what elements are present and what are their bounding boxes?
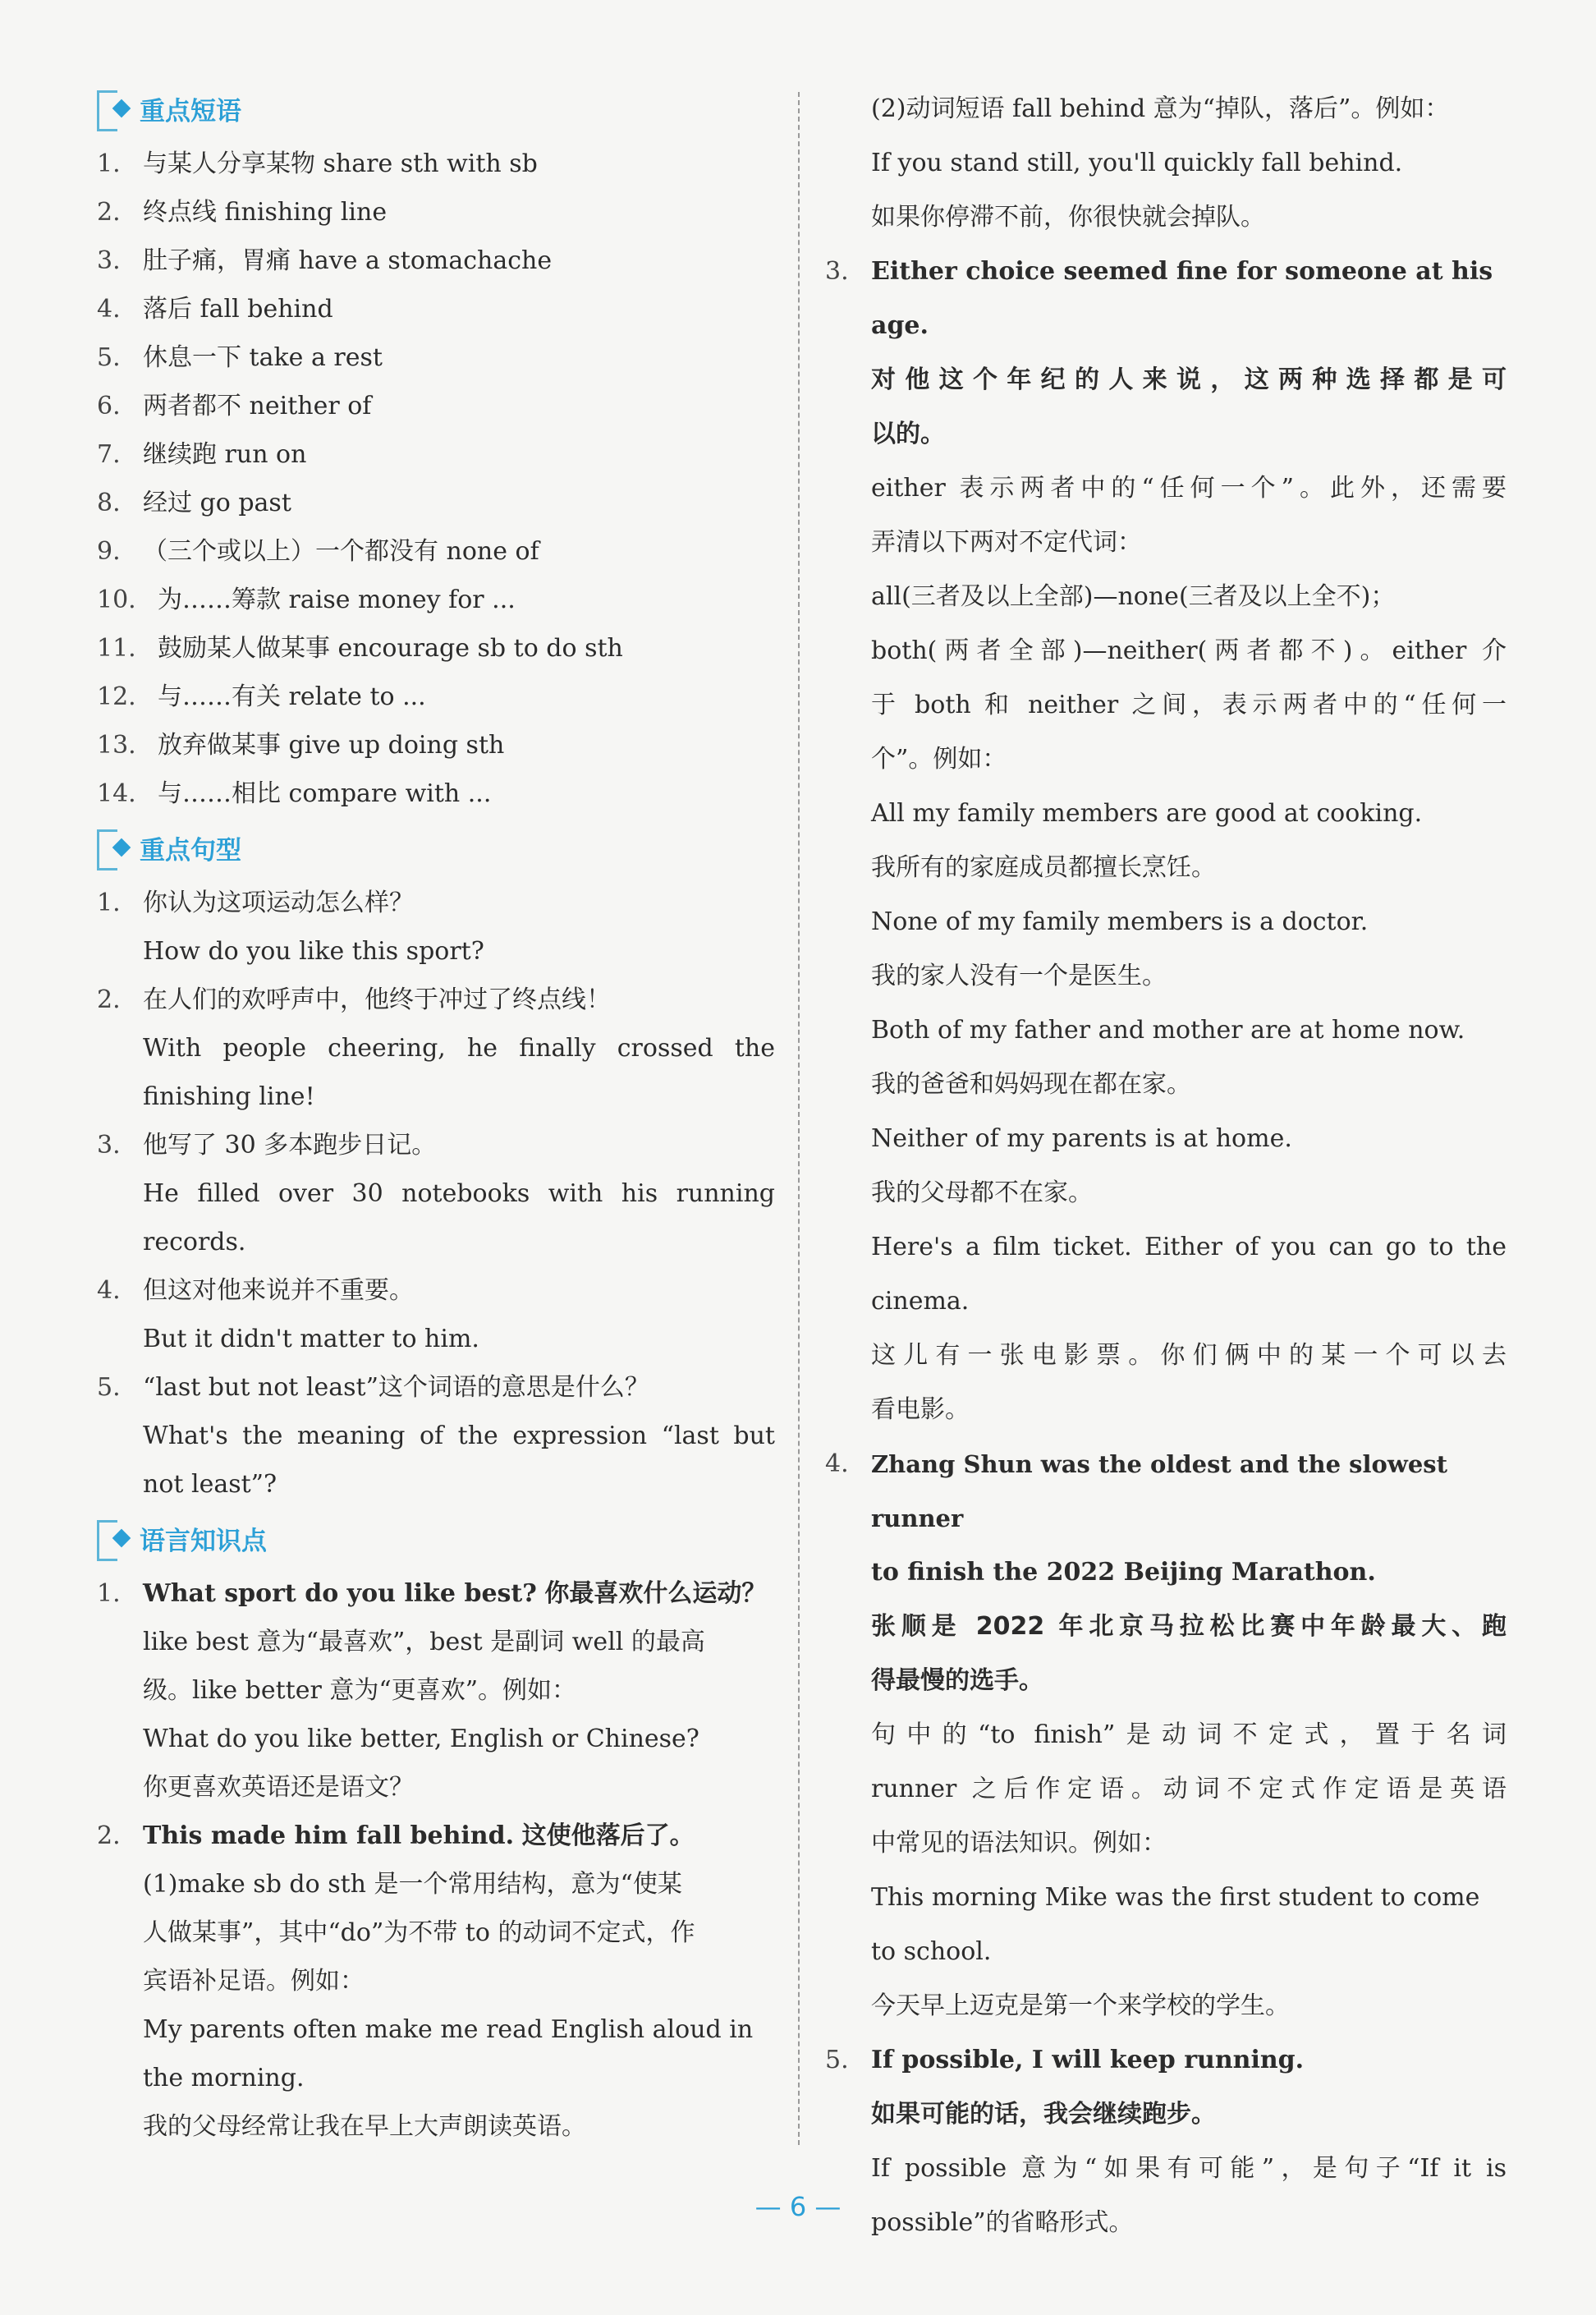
explanation-line: all(三者及以上全部)—none(三者及以上全不)； (871, 582, 1396, 611)
list-item (97, 673, 775, 721)
example-line: If you stand still, you'll quickly fall behind. (871, 149, 1403, 177)
list-item (97, 188, 775, 237)
list-item (97, 237, 775, 285)
list-item (97, 1363, 775, 1412)
explanation-line: If possible 意为“如果有可能”，是句子“If it is (871, 2154, 1507, 2183)
section-header-sentences (97, 824, 775, 870)
example-line: Neither of my parents is at home. (871, 1124, 1292, 1153)
list-item (97, 479, 775, 527)
item-number: 1. (97, 149, 121, 178)
heading-zh: 你最喜欢什么运动？ (544, 1579, 767, 1608)
item-text: 鼓励某人做某事 encourage sb to do sth (158, 634, 623, 663)
item-number: 3. (825, 257, 849, 286)
heading-en: Either choice seemed fine for someone at his age. (871, 257, 1493, 340)
list-item (97, 976, 775, 1024)
example-line: 这儿有一张电影票。你们俩中的某一个可以去 (871, 1341, 1507, 1370)
example-line: 看电影。 (871, 1395, 970, 1424)
example-line: What do you like better, English or Chinese? (143, 1725, 699, 1753)
section-header-knowledge (97, 1515, 775, 1561)
item-text: （三个或以上）一个都没有 none of (143, 537, 539, 566)
sentence-en: But it didn't matter to him. (143, 1325, 479, 1353)
knowledge-heading (825, 1437, 1507, 1546)
list-item (97, 140, 775, 188)
example-line: the morning. (143, 2064, 305, 2092)
heading-en: Zhang Shun was the oldest and the slowest runner (871, 1450, 1448, 1532)
item-text: 终点线 finishing line (143, 198, 388, 227)
left-column (97, 79, 775, 2151)
section-title: 重点句型 (140, 835, 241, 866)
heading-en: If possible, I will keep running. (871, 2046, 1305, 2074)
list-item (97, 285, 775, 333)
list-item (97, 721, 775, 769)
item-number: 11. (97, 634, 136, 663)
column-divider (798, 92, 800, 2145)
heading-en: This made him fall behind. (143, 1821, 515, 1850)
item-number: 2. (97, 198, 121, 227)
sentence-zh: 但这对他来说并不重要。 (143, 1276, 414, 1305)
list-item (97, 333, 775, 382)
example-line: Both of my father and mother are at home now. (871, 1016, 1465, 1045)
example-line: None of my family members is a doctor. (871, 907, 1369, 936)
example-line: This morning Mike was the first student to come (871, 1883, 1480, 1912)
explanation-line: 中常见的语法知识。例如： (871, 1829, 1167, 1858)
knowledge-heading (825, 2033, 1507, 2088)
item-number: 3. (97, 246, 121, 275)
explanation-line: runner 之后作定语。动词不定式作定语是英语 (871, 1775, 1507, 1803)
item-text: 为……筹款 raise money for ... (158, 586, 516, 614)
heading-zh: 张顺是 2022 年北京马拉松比赛中年龄最大、跑 (871, 1612, 1507, 1641)
list-item (97, 382, 775, 430)
explanation-line: (1)make sb do sth 是一个常用结构，意为“使某 (143, 1870, 682, 1899)
list-item (97, 1121, 775, 1169)
explanation-line: 句中的“to finish”是动词不定式，置于名词 (871, 1720, 1507, 1749)
item-number: 1. (97, 1579, 121, 1608)
sentence-zh: 他写了 30 多本跑步日记。 (143, 1131, 437, 1160)
item-number: 5. (97, 1373, 121, 1402)
heading-en: to finish the 2022 Beijing Marathon. (871, 1558, 1376, 1587)
item-number: 2. (97, 1821, 121, 1850)
sentence-en: not least”? (143, 1470, 277, 1499)
heading-en: What sport do you like best? (143, 1579, 537, 1608)
explanation-line: either 表示两者中的“任何一个”。此外，还需要 (871, 474, 1507, 503)
item-number: 4. (97, 295, 121, 324)
example-line: 我的家人没有一个是医生。 (871, 962, 1167, 990)
example-line: 我所有的家庭成员都擅长烹饪。 (871, 853, 1216, 882)
explanation-line: 弄清以下两对不定代词： (871, 528, 1142, 557)
heading-zh: 以的。 (871, 420, 945, 448)
sentence-en: What's the meaning of the expression “last but (143, 1422, 775, 1450)
example-line: 你更喜欢英语还是语文？ (143, 1773, 414, 1802)
list-item (97, 527, 775, 576)
item-number: 4. (825, 1449, 849, 1478)
section-header-phrases (97, 85, 775, 131)
sentence-en: With people cheering, he finally crossed the (143, 1034, 775, 1063)
item-text: 与……有关 relate to ... (158, 682, 426, 711)
sentence-en: He filled over 30 notebooks with his running (143, 1179, 775, 1208)
example-line: 我的父母经常让我在早上大声朗读英语。 (143, 2112, 586, 2141)
item-number: 12. (97, 682, 136, 711)
explanation-line: 人做某事”，其中“do”为不带 to 的动词不定式，作 (143, 1918, 695, 1947)
example-line: My parents often make me read English aloud in (143, 2015, 754, 2044)
knowledge-heading (825, 245, 1507, 353)
list-item (97, 576, 775, 624)
explanation-line: (2)动词短语 fall behind 意为“掉队，落后”。例如： (871, 94, 1450, 123)
item-text: 落后 fall behind (143, 295, 333, 324)
knowledge-heading (97, 1812, 775, 1860)
item-number: 1. (97, 889, 121, 917)
knowledge-point-1 (97, 1569, 775, 1812)
example-line: Here's a film ticket. Either of you can go to the (871, 1233, 1507, 1261)
sentence-zh: 你认为这项运动怎么样？ (143, 889, 414, 917)
item-number: 7. (97, 440, 121, 469)
heading-zh: 这使他落后了。 (521, 1821, 695, 1850)
example-line: 我的父母都不在家。 (871, 1178, 1093, 1207)
list-item (97, 624, 775, 673)
explanation-line: 级。like better 意为“更喜欢”。例如： (143, 1676, 577, 1705)
item-number: 6. (97, 392, 121, 420)
list-item (97, 879, 775, 927)
explanation-line: 于 both 和 neither 之间，表示两者中的“任何一 (871, 691, 1507, 719)
list-item (97, 1266, 775, 1315)
item-number: 3. (97, 1131, 121, 1160)
example-line: to school. (871, 1937, 992, 1966)
item-number: 14. (97, 779, 136, 808)
example-line: 如果你停滞不前，你很快就会掉队。 (871, 203, 1265, 232)
knowledge-heading (97, 1569, 775, 1618)
sentence-zh: 在人们的欢呼声中，他终于冲过了终点线！ (143, 985, 611, 1014)
heading-zh: 对他这个年纪的人来说，这两种选择都是可 (871, 365, 1507, 394)
item-text: 两者都不 neither of (143, 392, 372, 420)
item-number: 13. (97, 731, 136, 760)
item-text: 与某人分享某物 share sth with sb (143, 149, 538, 178)
item-number: 5. (825, 2046, 849, 2074)
heading-zh: 得最慢的选手。 (871, 1666, 1043, 1695)
item-number: 2. (97, 985, 121, 1014)
explanation-line: 宾语补足语。例如： (143, 1967, 365, 1996)
sentence-en: How do you like this sport? (143, 937, 484, 966)
heading-zh: 如果可能的话，我会继续跑步。 (871, 2100, 1216, 2129)
explanation-line: possible”的省略形式。 (871, 2208, 1134, 2237)
explanation-line: both(两者全部)—neither(两者都不)。either 介 (871, 636, 1507, 665)
explanation-line: like best 意为“最喜欢”，best 是副词 well 的最高 (143, 1628, 705, 1656)
sentence-en: finishing line! (143, 1082, 315, 1111)
sentence-en: records. (143, 1228, 246, 1256)
page-number: — 6 — (754, 2191, 842, 2222)
example-line: All my family members are good at cooking. (871, 799, 1423, 828)
explanation-line: 个”。例如： (871, 745, 1007, 774)
sentence-zh: “last but not least”这个词语的意思是什么？ (143, 1373, 649, 1402)
knowledge-point-4 (825, 1437, 1507, 2033)
example-line: cinema. (871, 1287, 970, 1316)
phrase-list (97, 140, 775, 818)
knowledge-point-2 (97, 1812, 775, 2151)
knowledge-point-3 (825, 245, 1507, 1437)
example-line: 我的爸爸和妈妈现在都在家。 (871, 1070, 1191, 1099)
item-number: 8. (97, 489, 121, 517)
item-text: 休息一下 take a rest (143, 343, 383, 372)
item-number: 5. (97, 343, 121, 372)
item-number: 9. (97, 537, 121, 566)
sentence-list (97, 879, 775, 1509)
item-text: 继续跑 run on (143, 440, 307, 469)
item-text: 与……相比 compare with ... (158, 779, 492, 808)
list-item (97, 430, 775, 479)
item-number: 10. (97, 586, 136, 614)
item-text: 经过 go past (143, 489, 291, 517)
item-number: 4. (97, 1276, 121, 1305)
example-line: 今天早上迈克是第一个来学校的学生。 (871, 1991, 1290, 2020)
right-column (825, 82, 1507, 2250)
item-text: 肚子痛，胃痛 have a stomachache (143, 246, 553, 275)
section-title: 重点短语 (140, 96, 241, 126)
item-text: 放弃做某事 give up doing sth (158, 731, 505, 760)
list-item (97, 769, 775, 818)
section-title: 语言知识点 (140, 1526, 267, 1556)
